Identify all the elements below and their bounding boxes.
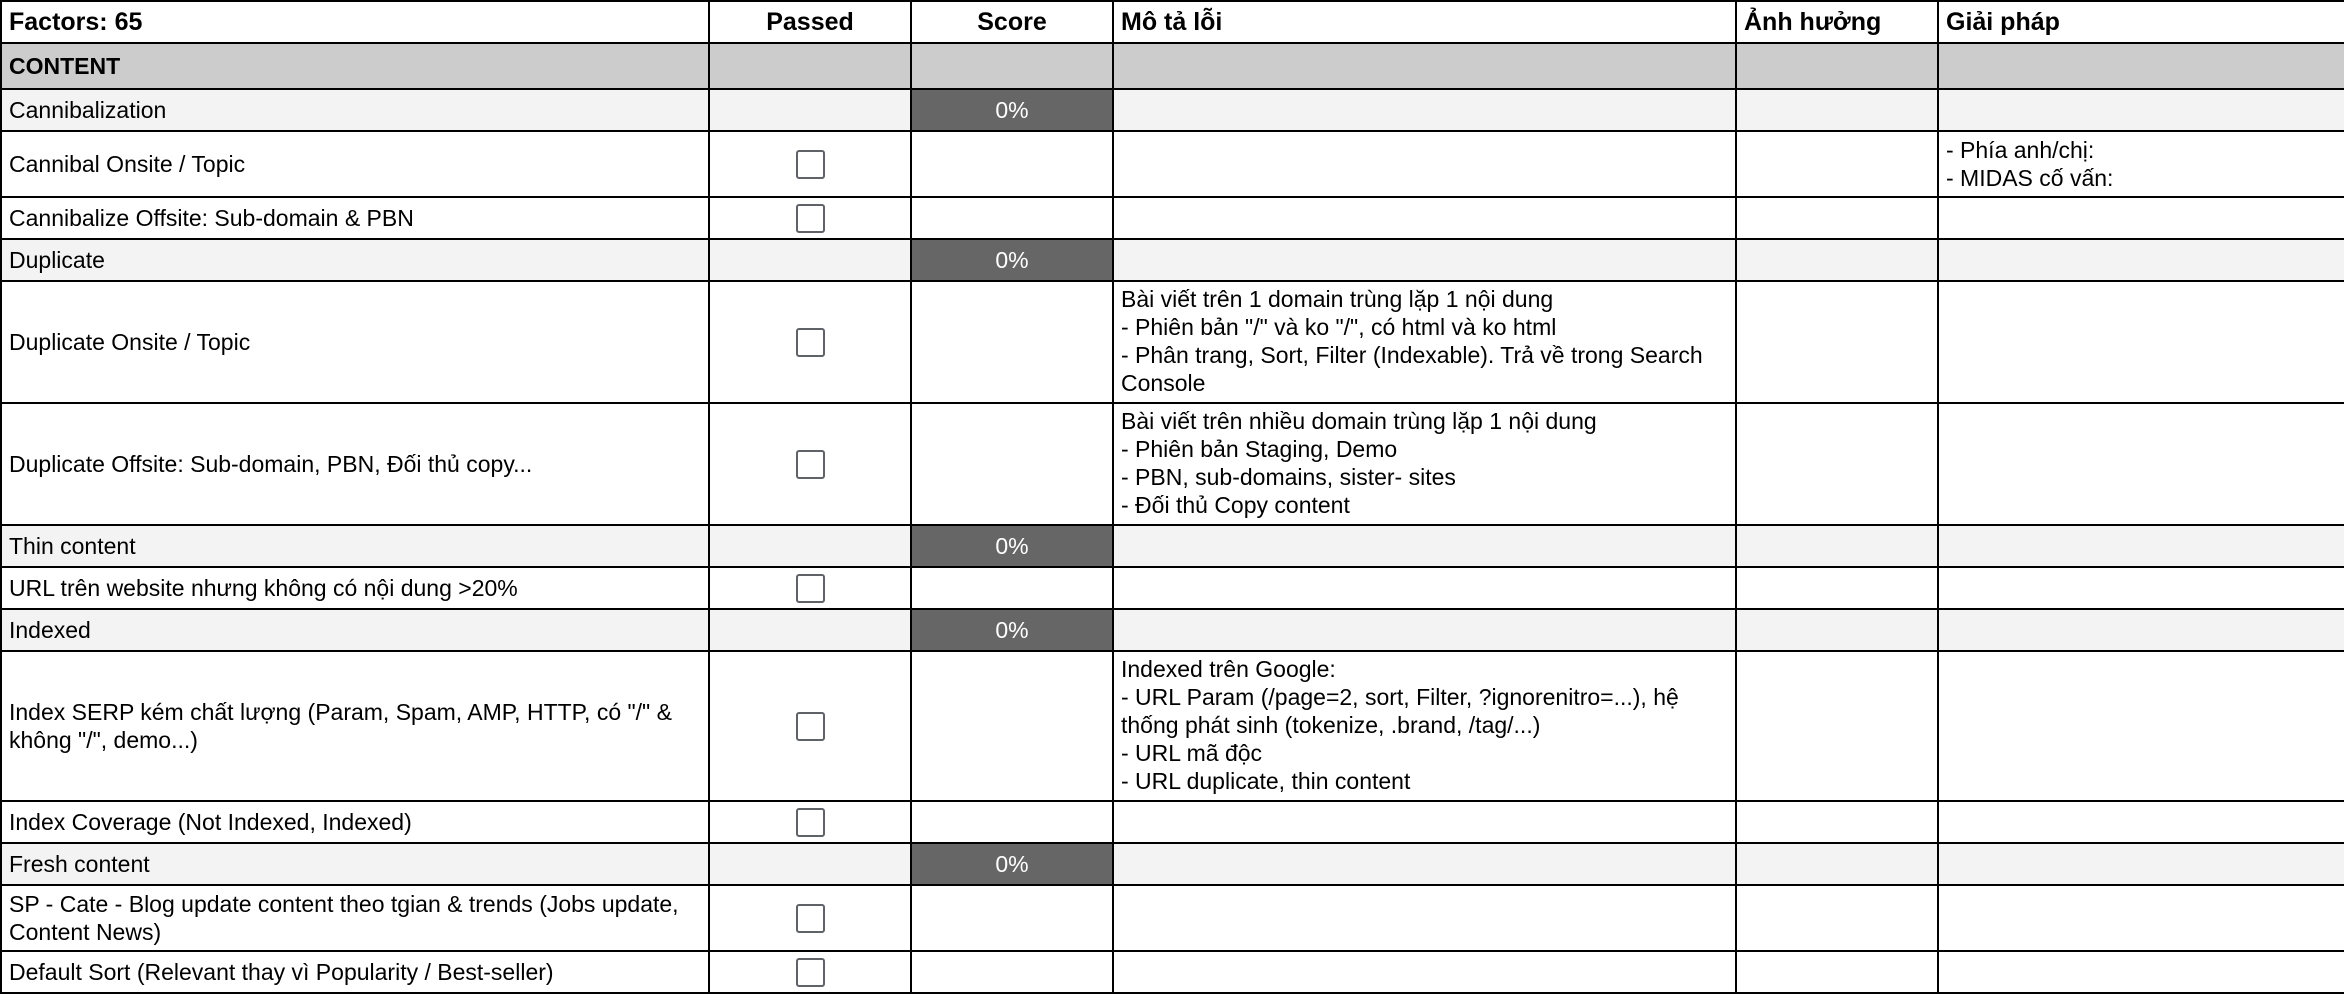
solution-cell[interactable] xyxy=(1938,197,2344,239)
cell[interactable] xyxy=(1736,239,1938,281)
cell[interactable] xyxy=(1736,89,1938,131)
factor-row xyxy=(1,567,2344,609)
header-solution[interactable]: Giải pháp xyxy=(1938,1,2344,43)
factor-name[interactable]: Index Coverage (Not Indexed, Indexed) xyxy=(1,801,709,843)
solution-cell[interactable] xyxy=(1938,885,2344,951)
score-cell[interactable] xyxy=(911,801,1113,843)
factor-row xyxy=(1,131,2344,197)
solution-cell[interactable]: - Phía anh/chị: - MIDAS cố vấn: xyxy=(1938,131,2344,197)
group-row xyxy=(1,89,2344,131)
header-factors[interactable]: Factors: 65 xyxy=(1,1,709,43)
cell[interactable] xyxy=(1938,609,2344,651)
cell[interactable] xyxy=(709,525,911,567)
solution-cell[interactable] xyxy=(1938,567,2344,609)
group-score[interactable]: 0% xyxy=(911,89,1113,131)
group-name[interactable]: Indexed xyxy=(1,609,709,651)
cell[interactable] xyxy=(1113,609,1736,651)
header-impact[interactable]: Ảnh hưởng xyxy=(1736,1,1938,43)
passed-cell[interactable] xyxy=(709,403,911,525)
factor-row xyxy=(1,197,2344,239)
solution-cell[interactable] xyxy=(1938,403,2344,525)
passed-cell[interactable] xyxy=(709,885,911,951)
score-cell[interactable] xyxy=(911,567,1113,609)
score-cell[interactable] xyxy=(911,197,1113,239)
passed-cell[interactable] xyxy=(709,197,911,239)
passed-checkbox[interactable] xyxy=(796,808,825,837)
cell[interactable] xyxy=(1736,525,1938,567)
passed-cell[interactable] xyxy=(709,801,911,843)
group-score[interactable]: 0% xyxy=(911,525,1113,567)
passed-cell[interactable] xyxy=(709,131,911,197)
factor-row xyxy=(1,403,2344,525)
score-cell[interactable] xyxy=(911,951,1113,993)
header-score[interactable]: Score xyxy=(911,1,1113,43)
solution-cell[interactable] xyxy=(1938,651,2344,801)
passed-cell[interactable] xyxy=(709,567,911,609)
cell[interactable] xyxy=(1736,843,1938,885)
group-row xyxy=(1,239,2344,281)
score-cell[interactable] xyxy=(911,403,1113,525)
header-passed[interactable]: Passed xyxy=(709,1,911,43)
factor-row xyxy=(1,951,2344,993)
group-row xyxy=(1,843,2344,885)
solution-cell[interactable] xyxy=(1938,951,2344,993)
impact-cell[interactable] xyxy=(1736,403,1938,525)
description-cell[interactable]: Bài viết trên 1 domain trùng lặp 1 nội dung - Phiên bản "/" và ko "/", có html và ko html - Phân trang, Sort, Filter (Indexable). Trả về trong Search Console xyxy=(1113,281,1736,403)
cell[interactable] xyxy=(1938,843,2344,885)
passed-checkbox[interactable] xyxy=(796,574,825,603)
cell[interactable] xyxy=(1938,239,2344,281)
cell[interactable] xyxy=(1113,43,1736,89)
group-score[interactable]: 0% xyxy=(911,843,1113,885)
cell[interactable] xyxy=(709,239,911,281)
description-cell[interactable] xyxy=(1113,567,1736,609)
cell[interactable] xyxy=(1113,239,1736,281)
description-cell[interactable] xyxy=(1113,951,1736,993)
group-row xyxy=(1,525,2344,567)
impact-cell[interactable] xyxy=(1736,651,1938,801)
factor-row xyxy=(1,885,2344,951)
factor-name[interactable]: Duplicate Offsite: Sub-domain, PBN, Đối thủ copy... xyxy=(1,403,709,525)
impact-cell[interactable] xyxy=(1736,131,1938,197)
factor-name[interactable]: SP - Cate - Blog update content theo tgian & trends (Jobs update, Content News) xyxy=(1,885,709,951)
factor-name[interactable]: URL trên website nhưng không có nội dung >20% xyxy=(1,567,709,609)
cell[interactable] xyxy=(1113,525,1736,567)
solution-cell[interactable] xyxy=(1938,801,2344,843)
impact-cell[interactable] xyxy=(1736,801,1938,843)
cell[interactable] xyxy=(1938,89,2344,131)
passed-checkbox[interactable] xyxy=(796,958,825,987)
cell[interactable] xyxy=(1113,843,1736,885)
description-cell[interactable] xyxy=(1113,197,1736,239)
cell[interactable] xyxy=(1938,525,2344,567)
factor-name[interactable]: Cannibalize Offsite: Sub-domain & PBN xyxy=(1,197,709,239)
passed-checkbox[interactable] xyxy=(796,150,825,179)
cell[interactable] xyxy=(709,609,911,651)
cell[interactable] xyxy=(911,43,1113,89)
impact-cell[interactable] xyxy=(1736,885,1938,951)
score-cell[interactable] xyxy=(911,885,1113,951)
factor-row xyxy=(1,801,2344,843)
section-row xyxy=(1,43,2344,89)
cell[interactable] xyxy=(709,843,911,885)
description-cell[interactable] xyxy=(1113,885,1736,951)
factor-name[interactable]: Default Sort (Relevant thay vì Popularity / Best-seller) xyxy=(1,951,709,993)
solution-cell[interactable] xyxy=(1938,281,2344,403)
cell[interactable] xyxy=(1113,89,1736,131)
passed-checkbox[interactable] xyxy=(796,328,825,357)
cell[interactable] xyxy=(1736,609,1938,651)
group-name[interactable]: Cannibalization xyxy=(1,89,709,131)
cell[interactable] xyxy=(1736,43,1938,89)
score-cell[interactable] xyxy=(911,131,1113,197)
group-score[interactable]: 0% xyxy=(911,609,1113,651)
impact-cell[interactable] xyxy=(1736,197,1938,239)
impact-cell[interactable] xyxy=(1736,281,1938,403)
group-name[interactable]: Thin content xyxy=(1,525,709,567)
group-score[interactable]: 0% xyxy=(911,239,1113,281)
group-row xyxy=(1,609,2344,651)
impact-cell[interactable] xyxy=(1736,567,1938,609)
description-cell[interactable] xyxy=(1113,131,1736,197)
passed-checkbox[interactable] xyxy=(796,204,825,233)
header-description[interactable]: Mô tả lỗi xyxy=(1113,1,1736,43)
description-cell[interactable] xyxy=(1113,801,1736,843)
passed-cell[interactable] xyxy=(709,951,911,993)
passed-cell[interactable] xyxy=(709,281,911,403)
passed-cell[interactable] xyxy=(709,651,911,801)
group-name[interactable]: Fresh content xyxy=(1,843,709,885)
factor-name[interactable]: Duplicate Onsite / Topic xyxy=(1,281,709,403)
description-cell[interactable]: Bài viết trên nhiều domain trùng lặp 1 nội dung - Phiên bản Staging, Demo - PBN, sub-domains, sister- sites - Đối thủ Copy content xyxy=(1113,403,1736,525)
factor-name[interactable]: Index SERP kém chất lượng (Param, Spam, AMP, HTTP, có "/" & không "/", demo...) xyxy=(1,651,709,801)
cell[interactable] xyxy=(1938,43,2344,89)
score-cell[interactable] xyxy=(911,281,1113,403)
impact-cell[interactable] xyxy=(1736,951,1938,993)
factor-name[interactable]: Cannibal Onsite / Topic xyxy=(1,131,709,197)
section-label[interactable]: CONTENT xyxy=(1,43,709,89)
factor-row xyxy=(1,651,2344,801)
passed-checkbox[interactable] xyxy=(796,712,825,741)
score-cell[interactable] xyxy=(911,651,1113,801)
passed-checkbox[interactable] xyxy=(796,904,825,933)
description-cell[interactable]: Indexed trên Google: - URL Param (/page=2, sort, Filter, ?ignorenitro=...), hệ thống phát sinh (tokenize, .brand, /tag/...) - URL mã độc - URL duplicate, thin content xyxy=(1113,651,1736,801)
factor-row xyxy=(1,281,2344,403)
cell[interactable] xyxy=(709,89,911,131)
cell[interactable] xyxy=(709,43,911,89)
group-name[interactable]: Duplicate xyxy=(1,239,709,281)
passed-checkbox[interactable] xyxy=(796,450,825,479)
header-row xyxy=(1,1,2344,43)
